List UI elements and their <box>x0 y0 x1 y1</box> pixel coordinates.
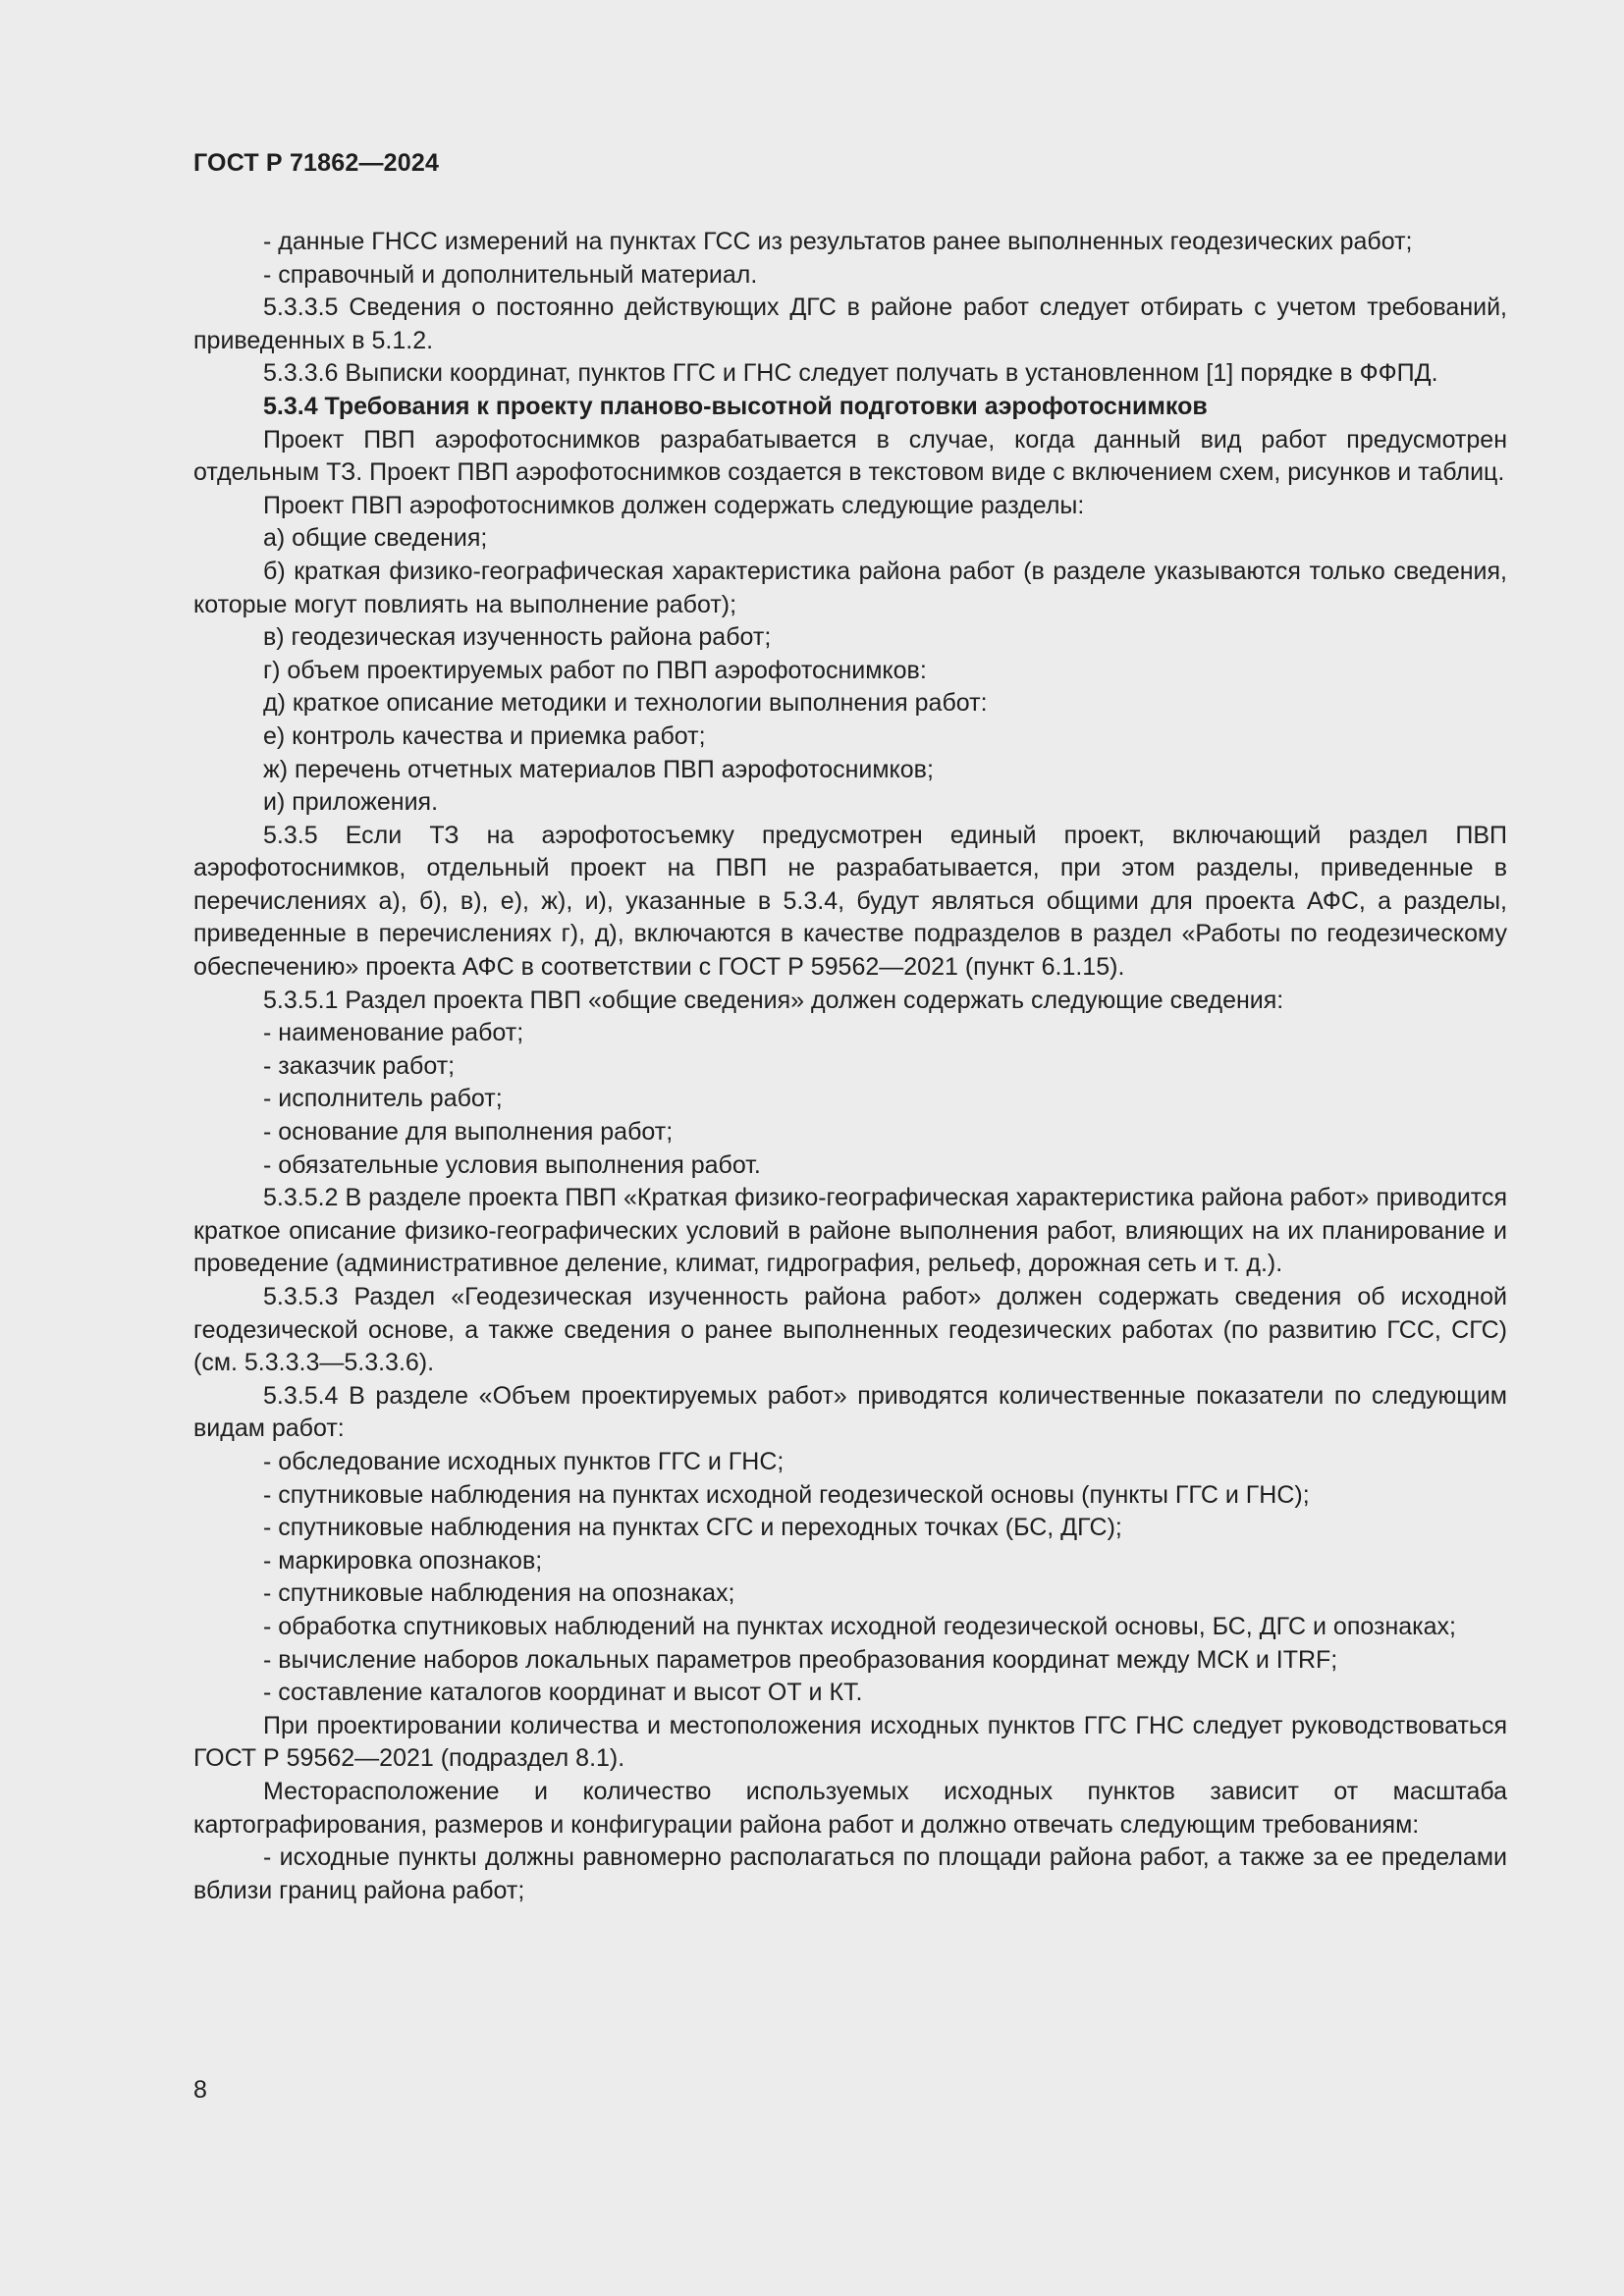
paragraph: Проект ПВП аэрофотоснимков должен содержать следующие разделы: <box>263 491 1085 519</box>
paragraph: 5.3.5.4 В разделе «Объем проектируемых работ» приводятся количественные показатели по следующим видам работ: <box>193 1381 1507 1443</box>
list-item: - спутниковые наблюдения на пунктах исходной геодезической основы (пункты ГГС и ГНС); <box>263 1480 1310 1509</box>
list-item: - спутниковые наблюдения на опознаках; <box>263 1579 735 1608</box>
list-item: б) краткая физико-географическая характеристика района работ (в разделе указываются только сведения, которые могут повлиять на выполнение работ); <box>193 557 1507 618</box>
document-header: ГОСТ Р 71862—2024 <box>193 149 440 177</box>
list-item: д) краткое описание методики и технологии выполнения работ: <box>263 689 988 718</box>
paragraph: - справочный и дополнительный материал. <box>263 260 758 289</box>
list-item: - составление каталогов координат и высот ОТ и КТ. <box>263 1679 863 1707</box>
list-item: е) контроль качества и приемка работ; <box>263 721 706 750</box>
list-item: - вычисление наборов локальных параметров преобразования координат между МСК и ITRF; <box>263 1645 1338 1674</box>
page-number: 8 <box>193 2076 207 2104</box>
paragraph: 5.3.5 Если ТЗ на аэрофотосъемку предусмотрен единый проект, включающий раздел ПВП аэрофотоснимков, отдельный проект на ПВП не разрабатывается, при этом разделы, приведенные в перечислениях а), б), в), е), ж), и), указанные в 5.3.4, будут являться общими для проекта АФС, а разделы, приведенные в перечислениях г), д), включаются в качестве подразделов в раздел «Работы по геодезическому обеспечению» проекта АФС в соответствии с ГОСТ Р 59562—2021 (пункт 6.1.15). <box>193 821 1507 982</box>
list-item: - исполнитель работ; <box>263 1085 503 1113</box>
list-item: г) объем проектируемых работ по ПВП аэрофотоснимков: <box>263 656 927 684</box>
list-item: и) приложения. <box>263 788 439 817</box>
paragraph: - данные ГНСС измерений на пунктах ГСС из результатов ранее выполненных геодезических работ; <box>263 228 1413 255</box>
paragraph: 5.3.5.2 В разделе проекта ПВП «Краткая физико-географическая характеристика района работ» приводится краткое описание физико-географических условий в районе выполнения работ, влияющих на их планирование и проведение (административное деление, климат, гидрография, рельеф, дорожная сеть и т. д.). <box>193 1184 1507 1278</box>
list-item: а) общие сведения; <box>263 524 488 553</box>
paragraph: Месторасположение и количество используемых исходных пунктов зависит от масштаба картографирования, размеров и конфигурации района работ и должно отвечать следующим требованиям: <box>193 1777 1507 1839</box>
list-item: - наименование работ; <box>263 1019 524 1047</box>
list-item: - спутниковые наблюдения на пунктах СГС и переходных точках (БС, ДГС); <box>263 1514 1122 1542</box>
list-item: - исходные пункты должны равномерно располагаться по площади района работ, а также за ее пределами вблизи границ района работ; <box>193 1843 1507 1904</box>
list-item: - заказчик работ; <box>263 1051 456 1080</box>
section-heading: 5.3.4 Требования к проекту планово-высотной подготовки аэрофотоснимков <box>263 392 1208 420</box>
document-body <box>193 226 1507 1907</box>
paragraph: 5.3.5.3 Раздел «Геодезическая изученность района работ» должен содержать сведения об исходной геодезической основе, а также сведения о ранее выполненных геодезических работах (по развитию ГСС, СГС) (см. 5.3.3.3—5.3.3.6). <box>193 1283 1507 1377</box>
list-item: в) геодезическая изученность района работ; <box>263 623 772 652</box>
list-item: - маркировка опознаков; <box>263 1546 543 1575</box>
paragraph: 5.3.5.1 Раздел проекта ПВП «общие сведения» должен содержать следующие сведения: <box>263 986 1284 1014</box>
list-item: - обработка спутниковых наблюдений на пунктах исходной геодезической основы, БС, ДГС и опознаках; <box>263 1612 1457 1640</box>
list-item: - основание для выполнения работ; <box>263 1118 674 1147</box>
list-item: ж) перечень отчетных материалов ПВП аэрофотоснимков; <box>263 755 934 783</box>
paragraph: 5.3.3.5 Сведения о постоянно действующих ДГС в районе работ следует отбирать с учетом требований, приведенных в 5.1.2. <box>193 294 1507 354</box>
list-item: - обязательные условия выполнения работ. <box>263 1150 761 1179</box>
paragraph: Проект ПВП аэрофотоснимков разрабатывается в случае, когда данный вид работ предусмотрен отдельным ТЗ. Проект ПВП аэрофотоснимков создается в текстовом виде с включением схем, рисунков и таблиц. <box>193 425 1507 487</box>
list-item: - обследование исходных пунктов ГГС и ГНС; <box>263 1447 785 1475</box>
paragraph: При проектировании количества и местоположения исходных пунктов ГГС ГНС следует руководствоваться ГОСТ Р 59562—2021 (подраздел 8.1). <box>193 1711 1507 1773</box>
paragraph: 5.3.3.6 Выписки координат, пунктов ГГС и ГНС следует получать в установленном [1] порядке в ФФПД. <box>263 359 1438 388</box>
